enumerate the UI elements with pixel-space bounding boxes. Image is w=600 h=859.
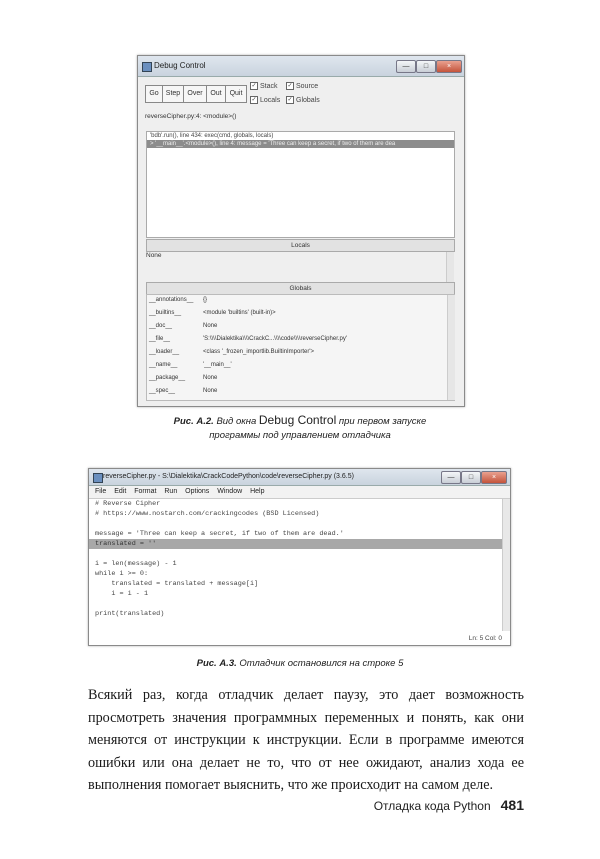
stack-list[interactable]: [146, 131, 455, 238]
stack-row-selected[interactable]: > '__main__'.<module>(), line 4: message = 'Three can keep a secret, if two of them are dea: [147, 140, 454, 148]
close-button[interactable]: ×: [436, 60, 462, 73]
globals-scrollbar[interactable]: [447, 295, 455, 400]
globals-panel: [146, 294, 455, 401]
code-line: print(translated): [95, 610, 165, 618]
page-number: 481: [500, 797, 524, 813]
over-button[interactable]: Over: [183, 85, 207, 103]
close-button[interactable]: ×: [481, 471, 507, 484]
locals-checkbox[interactable]: ✓ Locals: [251, 97, 281, 104]
globals-row: __spec__ None: [149, 388, 218, 394]
code-line-current: translated = '': [89, 539, 502, 549]
python-app-icon: [142, 62, 152, 72]
code-line: # Reverse Cipher: [95, 500, 161, 508]
code-line: i = len(message) - 1: [95, 560, 177, 568]
code-line: # https://www.nostarch.com/crackingcodes (BSD Licensed): [95, 510, 320, 518]
minimize-button[interactable]: —: [396, 60, 416, 73]
out-button[interactable]: Out: [206, 85, 226, 103]
idle-editor-window: [88, 468, 511, 646]
figure-a3-caption: Рис. А.3. Отладчик остановился на строке 5: [196, 658, 404, 669]
step-button[interactable]: Step: [162, 85, 184, 103]
check-icon: ✓: [287, 83, 293, 90]
locals-panel: [146, 252, 453, 282]
menu-window[interactable]: Window: [217, 488, 243, 495]
quit-button[interactable]: Quit: [225, 85, 247, 103]
menu-edit[interactable]: Edit: [114, 488, 127, 495]
globals-row: __builtins__ <module 'builtins' (built-in)>: [149, 310, 276, 316]
stack-checkbox[interactable]: ✓ Stack: [251, 83, 278, 90]
locals-header: Locals: [146, 239, 455, 252]
maximize-button[interactable]: □: [416, 60, 436, 73]
check-icon: ✓: [251, 83, 257, 90]
footer-section: Отладка кода Python: [373, 799, 491, 813]
figure-a2-caption: Рис. А.2. Вид окна Debug Control при первом запуске: [173, 413, 427, 427]
menu-run[interactable]: Run: [164, 488, 178, 495]
source-checkbox[interactable]: ✓ Source: [287, 83, 319, 90]
code-line: message = 'Three can keep a secret, if two of them are dead.': [95, 530, 344, 538]
globals-row: __name__ '__main__': [149, 362, 232, 368]
globals-row: __doc__ None: [149, 323, 218, 329]
figure-a2-caption-line2: программы под управлением отладчика: [209, 430, 391, 441]
debug-control-window: [137, 55, 465, 407]
debug-window-title: Debug Control: [154, 61, 206, 70]
menu-options[interactable]: Options: [185, 488, 210, 495]
stack-row[interactable]: 'bdb'.run(), line 434: exec(cmd, globals, locals): [150, 133, 274, 139]
globals-row: __annotations__ {}: [149, 297, 208, 303]
maximize-button[interactable]: □: [461, 471, 481, 484]
go-button[interactable]: Go: [145, 85, 163, 103]
globals-header: Globals: [146, 282, 455, 295]
body-paragraph: Всякий раз, когда отладчик делает паузу, это дает возможность просмотреть значения программных переменных и понять, как они меняются от инструкции к инструкции. Если в программе имеются ошибки или она делает не то, что от нее ожидают, анализ хода ее выполнения помогает выяснить, что же происходит на самом деле.: [88, 687, 524, 794]
editor-menubar: [89, 486, 510, 499]
minimize-button[interactable]: —: [441, 471, 461, 484]
editor-titlebar: [89, 469, 510, 486]
code-line: i = i - 1: [95, 590, 149, 598]
current-module-line: reverseCipher.py:4: <module>(): [145, 113, 237, 120]
python-app-icon: [93, 473, 103, 483]
editor-status: Ln: 5 Col: 0: [468, 635, 502, 642]
editor-scrollbar[interactable]: [502, 499, 510, 631]
locals-scrollbar[interactable]: [446, 252, 454, 282]
globals-row: __package__ None: [149, 375, 218, 381]
code-line: translated = translated + message[i]: [95, 580, 259, 588]
page-footer: [374, 797, 524, 813]
globals-checkbox[interactable]: ✓ Globals: [287, 97, 320, 104]
locals-value: None: [146, 252, 162, 259]
code-line: while i >= 0:: [95, 570, 149, 578]
menu-help[interactable]: Help: [250, 488, 265, 495]
globals-row: __file__ 'S:\\\\Dialektika\\\\CrackC...\\\\code\\\\reverseCipher.py': [149, 336, 348, 342]
editor-title: reverseCipher.py - S:\Dialektika\CrackCodePython\code\reverseCipher.py (3.6.5): [103, 473, 354, 480]
menu-file[interactable]: File: [95, 488, 107, 495]
menu-format[interactable]: Format: [134, 488, 157, 495]
debug-window-titlebar: [138, 56, 464, 77]
check-icon: ✓: [251, 97, 257, 104]
globals-row: __loader__ <class '_frozen_importlib.BuiltinImporter'>: [149, 349, 315, 355]
check-icon: ✓: [287, 97, 293, 104]
